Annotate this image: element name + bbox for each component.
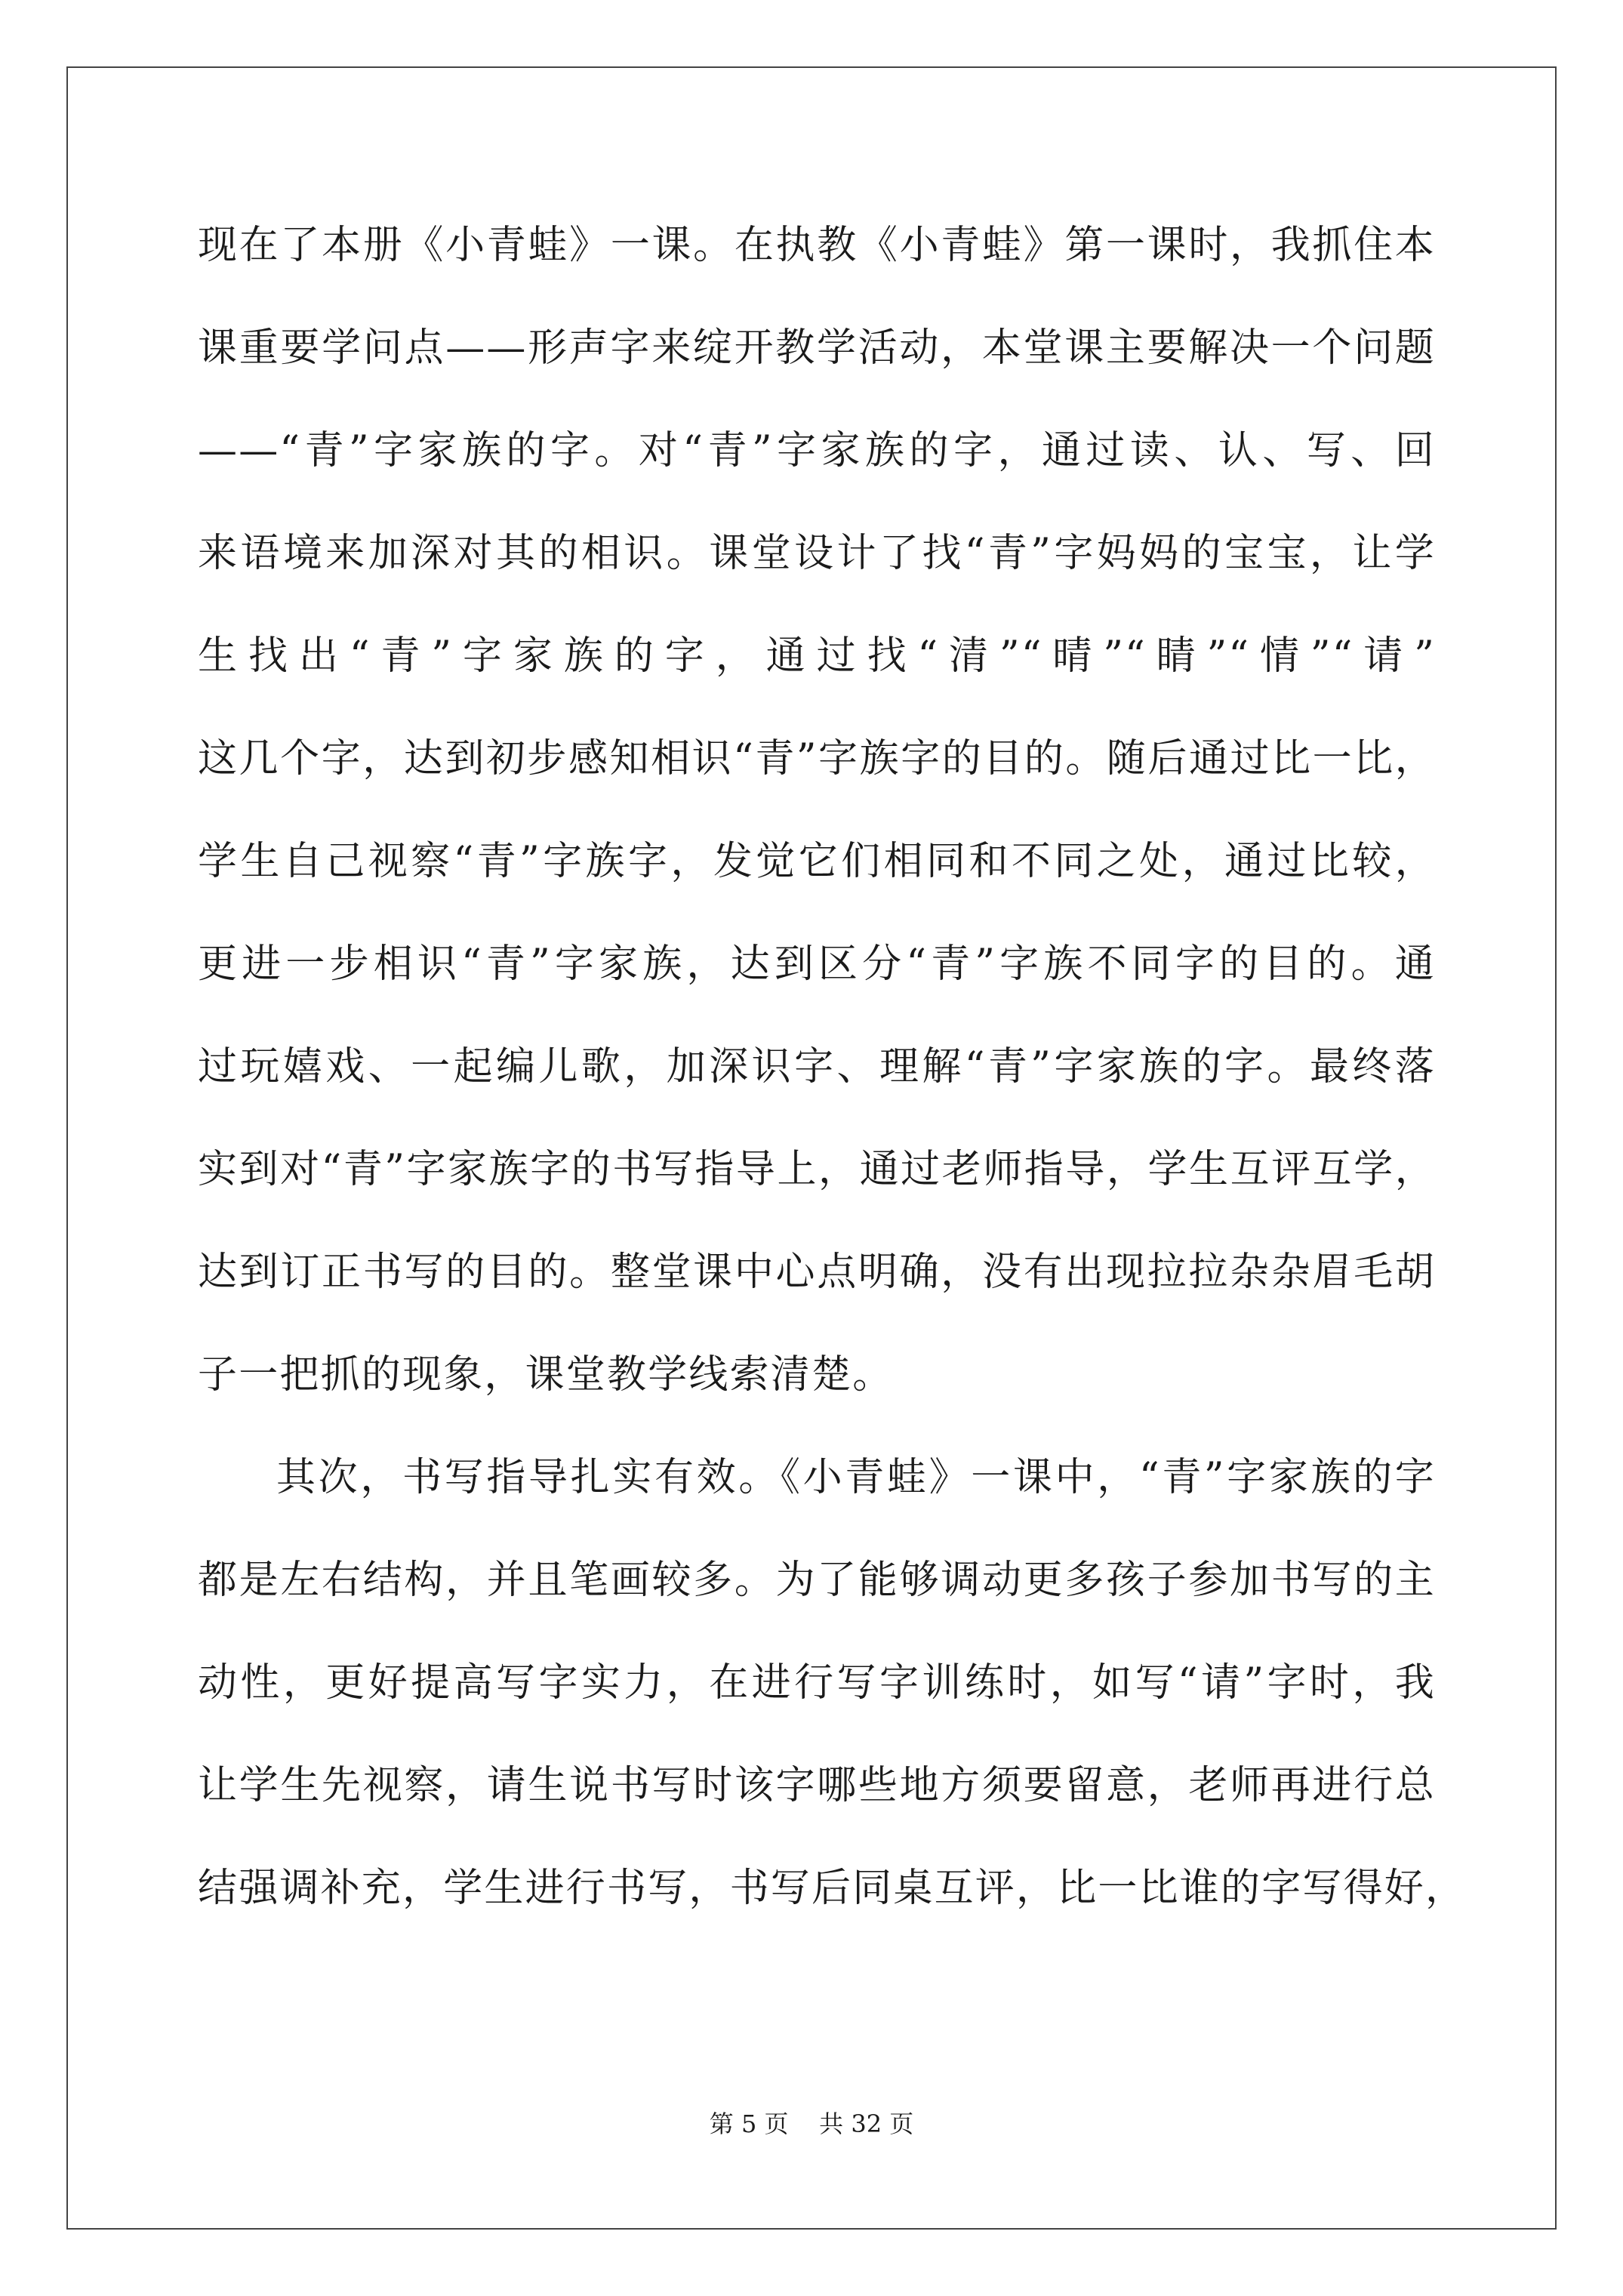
text-line-8: 更进一步相识“青”字家族，达到区分“青”字族不同字的目的。通 xyxy=(198,942,1436,987)
text-line-1: 现在了本册《小青蛙》一课。在执教《小青蛙》第一课时，我抓住本 xyxy=(198,223,1436,268)
text-line-11: 达到订正书写的目的。整堂课中心点明确，没有出现拉拉杂杂眉毛胡 xyxy=(198,1250,1436,1295)
text-line-4: 来语境来加深对其的相识。课堂设计了找“青”字妈妈的宝宝，让学 xyxy=(198,531,1436,576)
text-line-7: 学生自己视察“青”字族字，发觉它们相同和不同之处，通过比较， xyxy=(198,839,1436,884)
text-line-15: 动性，更好提高写字实力，在进行写字训练时，如写“请”字时，我 xyxy=(198,1660,1436,1706)
text-line-12: 子一把抓的现象，课堂教学线索清楚。 xyxy=(198,1352,894,1398)
document-body xyxy=(198,222,1467,1968)
text-line-6: 这几个字，达到初步感知相识“青”字族字的目的。随后通过比一比， xyxy=(198,736,1436,781)
text-line-14: 都是左右结构，并且笔画较多。为了能够调动更多孩子参加书写的主 xyxy=(198,1558,1436,1603)
text-line-3: ——“青”字家族的字。对“青”字家族的字，通过读、认、写、回 xyxy=(198,428,1436,473)
text-line-10: 实到对“青”字家族字的书写指导上，通过老师指导，学生互评互学， xyxy=(198,1147,1436,1192)
text-line-9: 过玩嬉戏、一起编儿歌，加深识字、理解“青”字家族的字。最终落 xyxy=(198,1044,1436,1089)
text-line-2: 课重要学问点——形声字来绽开教学活动，本堂课主要解决一个问题 xyxy=(198,325,1436,371)
text-line-17: 结强调补充，学生进行书写，书写后同桌互评，比一比谁的字写得好， xyxy=(198,1866,1467,1911)
text-line-16: 让学生先视察，请生说书写时该字哪些地方须要留意，老师再进行总 xyxy=(198,1763,1436,1808)
text-line-13: 其次，书写指导扎实有效。《小青蛙》一课中，“青”字家族的字 xyxy=(276,1455,1436,1500)
text-line-5: 生找出“青”字家族的字，通过找“清”“晴”“睛”“情”“请” xyxy=(198,633,1436,679)
page-number-footer: 第 5 页 共 32 页 xyxy=(709,2110,914,2138)
